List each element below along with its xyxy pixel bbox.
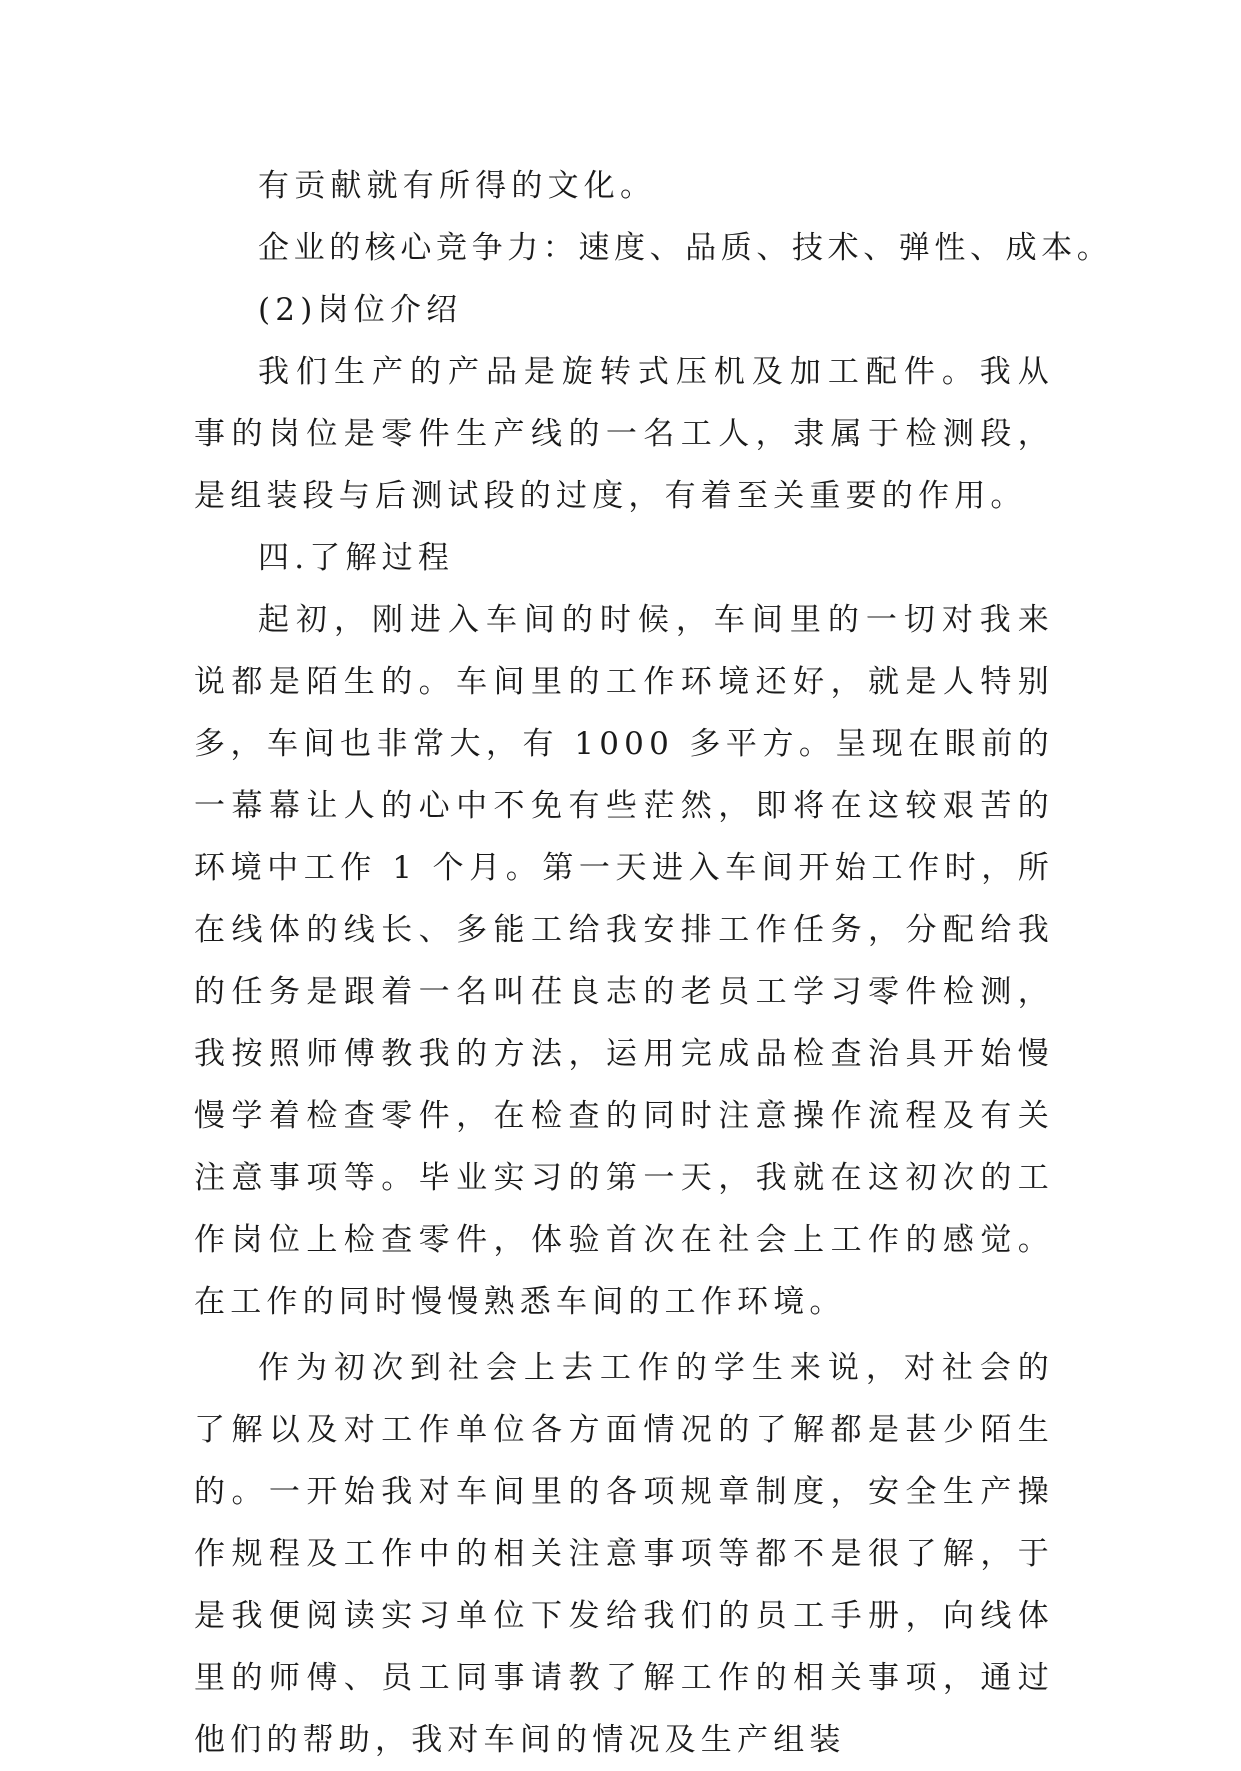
- paragraph-core-competence: 企业的核心竞争力：速度、品质、技术、弹性、成本。: [258, 230, 1113, 266]
- paragraph-position-description: 我们生产的产品是旋转式压机及加工配件。我从事的岗位是零件生产线的一名工人，隶属于检测段，是组装段与后测试段的过度，有着至关重要的作用。: [194, 354, 1054, 514]
- section-heading-position-intro: (2)岗位介绍: [258, 292, 463, 328]
- paragraph-culture: 有贡献就有所得的文化。: [258, 168, 657, 204]
- section-heading-understanding-process: 四.了解过程: [258, 540, 455, 576]
- document-body: [194, 155, 1113, 1771]
- paragraph-learning-rules: 作为初次到社会上去工作的学生来说，对社会的了解以及对工作单位各方面情况的了解都是甚少陌生的。一开始我对车间里的各项规章制度，安全生产操作规程及工作中的相关注意事项等都不是很了解，于是我便阅读实习单位下发给我们的员工手册，向线体里的师傅、员工同事请教了解工作的相关事项，通过他们的帮助，我对车间的情况及生产组装: [194, 1350, 1054, 1758]
- paragraph-first-day: 起初，刚进入车间的时候，车间里的一切对我来说都是陌生的。车间里的工作环境还好，就是人特别多，车间也非常大，有 1000 多平方。呈现在眼前的一幕幕让人的心中不免有些茫然，即将在这较艰苦的环境中工作 1 个月。第一天进入车间开始工作时，所在线体的线长、多能工给我安排工作任务，分配给我的任务是跟着一名叫茌良志的老员工学习零件检测，我按照师傅教我的方法，运用完成品检查治具开始慢慢学着检查零件，在检查的同时注意操作流程及有关注意事项等。毕业实习的第一天，我就在这初次的工作岗位上检查零件，体验首次在社会上工作的感觉。在工作的同时慢慢熟悉车间的工作环境。: [194, 602, 1054, 1320]
